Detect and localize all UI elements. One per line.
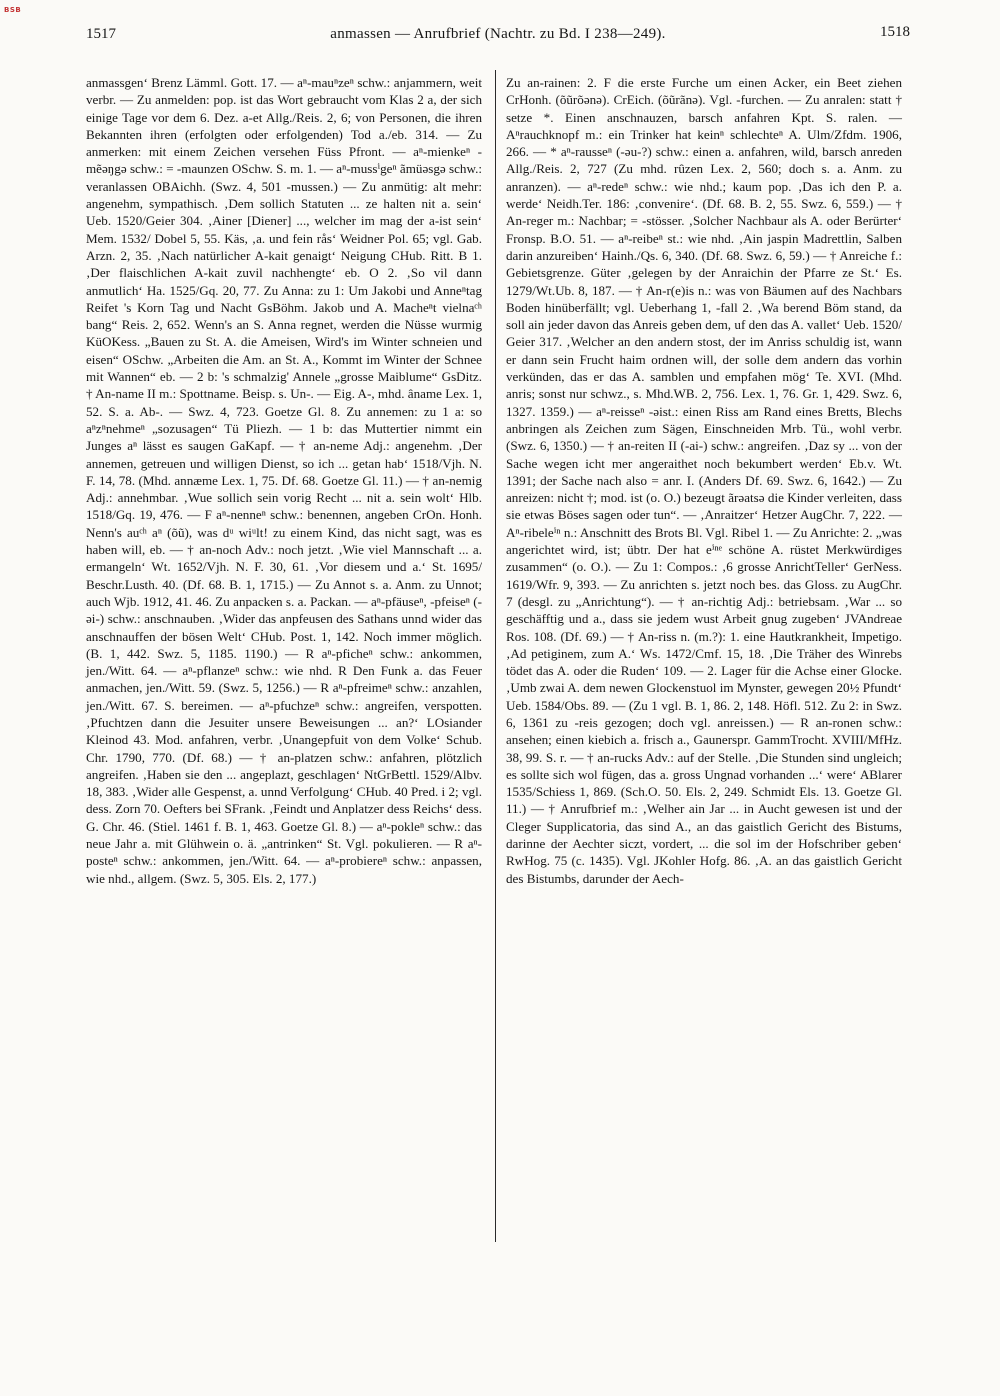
column-divider [495, 70, 496, 1242]
left-column [86, 74, 482, 887]
left-column-text: anmassgen‘ Brenz Lämml. Gott. 17. — aⁿ-mauⁿzeⁿ schw.: anjammern, weit verbr. — Zu anmelden: pop. ist das Wort gebraucht vom Klas 2 a, der sich einige Tage vor dem 6. Dez. a-et Allg./Reis. 2, 6; von Personen, die ihren Bekannten ihren (erfolgten oder erfolgenden) Tod a./eb. 314. — Zu anmerken: mit einem Zeichen versehen Füss Pfront. — aⁿ-mienkeⁿ -mẽəŋgə schw.: = -maunzen OSchw. S. m. 1. — aⁿ-mussⁱgeⁿ ãmüəsgə schw.: veranlassen OBAichh. (Swz. 4, 501 -mussen.) — Zu anmütig: alt mehr: angenehm, sympathisch. ‚Dem sollich Statuten ... ze halten nit a. sein‘ Ueb. 1520/Geier 304. ‚Ainer [Diener] ..., welcher im mag der a-ist sein‘ Mem. 1532/ Dobel 5, 55. Käs, ‚a. und fein rås‘ Weidner Pol. 65; vgl. Gab. Arzn. 2, 35. ‚Nach natürlicher A-kait genaigt‘ Neigung CHub. Ritt. B 1. ‚Der flaischlichen A-kait zuvil nachhengte‘ eb. O 2. ‚So vil dann anmutlich‘ Ha. 1525/Gq. 20, 77. Zu Anna: zu 1: Um Jakobi und Anneⁿtag Reifet 's Korn Tag und Nacht GsBöhm. Jakob und A. Macheⁿt vielnaᶜʰ bang“ Reis. 2, 652. Wenn's an S. Anna regnet, werden die Nüsse wurmig KüOKess. „Bauen zu St. A. die Ameisen, Wird's im Winter schneien und eisen“ OSchw. „Arbeiten die Am. an St. A., Kommt im Winter der Schnee mit Wannen“ eb. — 2 b: 's schmalzig' Annele „grosse Maiblume“ GsDitz. † An-name II m.: Spottname. Beisp. s. Un-. — Eig. A-, mhd. âname Lex. 1, 52. S. a. Ab-. — Swz. 4, 723. Goetze Gl. 8. Zu annemen: zu 1 a: so aⁿzⁿnehmeⁿ „sozusagen“ Tü Pliezh. — 1 b: das Muttertier nimmt ein Junges aⁿ lässt es saugen GaKapf. — † an-neme Adj.: angenehm. ‚Der annemen, getreuen und willigen Dienst, so ich ... getan hab‘ 1518/Vjh. N. F. 14, 78. (Mhd. annæme Lex. 1, 75. Df. 68. Goetze Gl. 11.) — † an-nemig Adj.: annehmbar. ‚Wue sollich sein vorig Recht ... nit a. sein wolt‘ Hlb. 1518/Gq. 19, 476. — F aⁿ-nenneⁿ schw.: benennen, angeben CrOn. Honh. Nenn's auᶜʰ aⁿ (õũ), was dᵘ wiᵘlt! zu einem Kind, das nicht sagt, was es haben will, eb. — † an-noch Adv.: noch jetzt. ‚Wie viel Mannschaft ... a. ermangeln‘ Wt. 1652/Vjh. N. F. 30, 61. ‚Vor diesem und a.‘ St. 1695/ Beschr.Lusth. 40. (Df. 68. B. 1, 1715.) — Zu Annot s. a. Anm. zu Unnot; auch Wjb. 1912, 41. 46. Zu anpacken s. a. Packan. — aⁿ-pfäuseⁿ, -pfeiseⁿ (-əi-) schw.: anschnauben. ‚Wider das anpfeusen des Sathans unnd wider das anschnauffen der bösen Welt‘ CHub. Post. 1, 142. Noch immer möglich. (B. 1, 442. Swz. 5, 1185. 1190.) — R aⁿ-pficheⁿ schw.: ankommen, jen./Witt. 64. — aⁿ-pflanzeⁿ schw.: wie nhd. R Den Funk a. das Feuer anmachen, jen./Witt. 59. (Swz. 5, 1256.) — R aⁿ-pfreimeⁿ schw.: anzahlen, jen./Witt. 67. S. bereimen. — aⁿ-pfuchzeⁿ schw.: angreifen, verspotten. ‚Pfuchtzen dann die Jesuiter unsere Beweisungen ... an?‘ LOsiander Kleinod 43. Mod. anfahren, verbr. ‚Unangepfuit von dem Volke‘ Schub. Chr. 1790, 770. (Df. 68.) — † an-platzen schw.: anfahren, plötzlich angreifen. ‚Haben sie den ... angeplazt, geschlagen‘ NtGrBettl. 1529/Albv. 18, 383. ‚Wider alle Gespenst, a. unnd Verfolgung‘ CHub. 40 Pred. i 2; vgl. dess. Zorn 70. Oefters bei SFrank. ‚Feindt und Anplatzer dess Reichs‘ dess. G. Chr. 46. (Stiel. 1461 f. B. 1, 463. Goetze Gl. 8.) — aⁿ-pokleⁿ schw.: das neue Jahr a. mit Glühwein o. ä. „antrinken“ St. Vgl. pokulieren. — R aⁿ-posteⁿ schw.: ankommen, jen./Witt. 64. — aⁿ-probiereⁿ schw.: anpassen, wie nhd., allgem. (Swz. 5, 305. Els. 2, 177.) [86, 75, 483, 886]
library-stamp: BSB [4, 6, 22, 14]
page-number-right: 1518 [880, 24, 910, 40]
page-number-left: 1517 [86, 26, 116, 42]
running-title: anmassen — Anrufbrief (Nachtr. zu Bd. I 238—249). [330, 26, 666, 42]
page-header [86, 26, 910, 48]
right-column-text: Zu an-rainen: 2. F die erste Furche um einen Acker, ein Beet ziehen CrHonh. (õũrõənə). CrEich. (õũrãnə). Vgl. -furchen. — Zu anralen: statt † setze *. Einen anschnauzen, barsch anfahren Kpt. S. ralen. — Aⁿrauchknopf m.: ein Trinker hat keinⁿ schlechteⁿ A. Ulm/Zfdm. 1906, 266. — * aⁿ-rausseⁿ (-əu-?) schw.: einen a. anfahren, wild, barsch anreden Allg./Reis. 2, 727 (Zu mhd. rûzen Lex. 2, 560; doch s. a. Anm. zu anranzen). — aⁿ-redeⁿ schw.: wie nhd.; kaum pop. ‚Das ich den P. a. werde‘ Neidh.Ter. 186: ‚convenire‘. (Df. 68. B. 2, 55. Swz. 6, 559.) — † An-reger m.: Nachbar; = -stösser. ‚Solcher Nachbaur als A. oder Berürter‘ Fronsp. B.O. 51. — aⁿ-reibeⁿ st.: wie nhd. ‚Ain jaspin Madrettlin, Salben darin anzureiben‘ Hainh./Qs. 6, 340. (Df. 68. Swz. 6, 59.) — † Anreiche f.: Gebietsgrenze. Güter ‚gelegen by der Anraichin der Pfarre ze St.‘ Es. 1279/Wt.Ub. 8, 187. — † An-r(e)is n.: was von Bäumen auf des Nachbars Boden hinüberfällt; vgl. Ueberhang 1, -fall 2. ‚Wa berend Böm stand, da soll ain jeder davon das Anreis geben dem, uf den das A. vallet‘ Ueb. 1520/ Geier 317. ‚Welcher an den andern stost, der im Anriss schuldig ist, wann er dann sein Frucht haim ordnen will, der solle dem andern das vorhin verkünden, das er das A. samblen und empfahen mög‘ Te. XVI. (Mhd. anris; sonst nur schwz., s. Mhd.WB. 2, 756. Lex. 1, 76. Gr. 1, 429. Swz. 6, 1327. 1359.) — aⁿ-reisseⁿ -əist.: einen Riss am Rand eines Bretts, Blechs anbringen als Zeichen zum Sägen, Einschneiden Mrb. Tü., wohl verbr. (Swz. 6, 1350.) — † an-reiten II (-ai-) schw.: angreifen. ‚Daz sy ... von der Sache wegen icht mer angeraithet noch bekumbert werden‘ Eb.v. Wt. 1391; der Sache nach also = anr. I. (Anders Df. 69. Swz. 6, 1642.) — Zu anreizen: nicht †; mod. ist (o. O.) bezeugt ãrəatsə die Kinder verleiten, dass sie etwas Böses sagen oder tun“. — ‚Anraitzer‘ Hetzer AugChr. 7, 222. — Aⁿ-ribeleⁱⁿ n.: Anschnitt des Brots Bl. Vgl. Ribel 1. — Zu Anrichte: 2. „was angerichtet wird, ist; übtr. Der hat eⁱⁿᵉ schöne A. rüstet Merkwürdiges zusammen“ (o. O.). — Zu 1: Compos.: ‚6 grosse AnrichtTeller‘ GerNess. 1619/Wfr. 9, 393. — Zu anrichten s. jetzt noch bes. das Gloss. zu AugChr. 7 (desgl. zu „Anrichtung“). — † an-richtig Adj.: betriebsam. ‚War ... so geschäfftig und a., dass sie jedem wust Arbeit gnug zugeben‘ JVAndreae Ros. 108. (Df. 69.) — † An-riss n. (m.?): 1. eine Hautkrankheit, Impetigo. ‚Ad petiginem, zum A.‘ Ws. 1472/Cmf. 15, 18. ‚Die Träher des Winrebs tödet das A. oder die Ruden‘ 109. — 2. Lager für die Achse einer Glocke. ‚Umb zwai A. dem newen Glockenstuol im Mynster, gewegen 20½ Pfundt‘ Ueb. 1584/Obs. 89. — (Zu 1 vgl. B. 1, 86. 2, 148. Höfl. 512. Zu 2: in Swz. 6, 1361 zu -reis gezogen; doch vgl. anreissen.) — R an-ronen schw.: ansehen; einen kiebich a. frisch a., Gaunerspr. GammTrocht. XVIII/MfHz. 38, 99. S. r. — † an-rucks Adv.: auf der Stelle. ‚Die Stunden sind ungleich; es sollte sich wol fügen, das a. gross Ungnad vorhanden ...‘ were‘ ABlarer 1535/Schiess 1, 869. (Sch.O. 50. Els. 2, 249. Schmidt Els. 13. Goetze Gl. 11.) — † Anrufbrief m.: ‚Welher ain Jar ... in Aucht gewesen ist und der Cleger Supplicatoria, das sind A., an das gaistlich Gericht des Bistums, darinne der Aechter siczt, vordert, ... die sol im der Hofschriber geben‘ RwHog. 75 (c. 1435). Vgl. JKohler Hofg. 86. ‚A. an das gaistlich Gericht des Bistumbs, darunder der Aech- [506, 75, 902, 886]
right-column [506, 74, 902, 887]
